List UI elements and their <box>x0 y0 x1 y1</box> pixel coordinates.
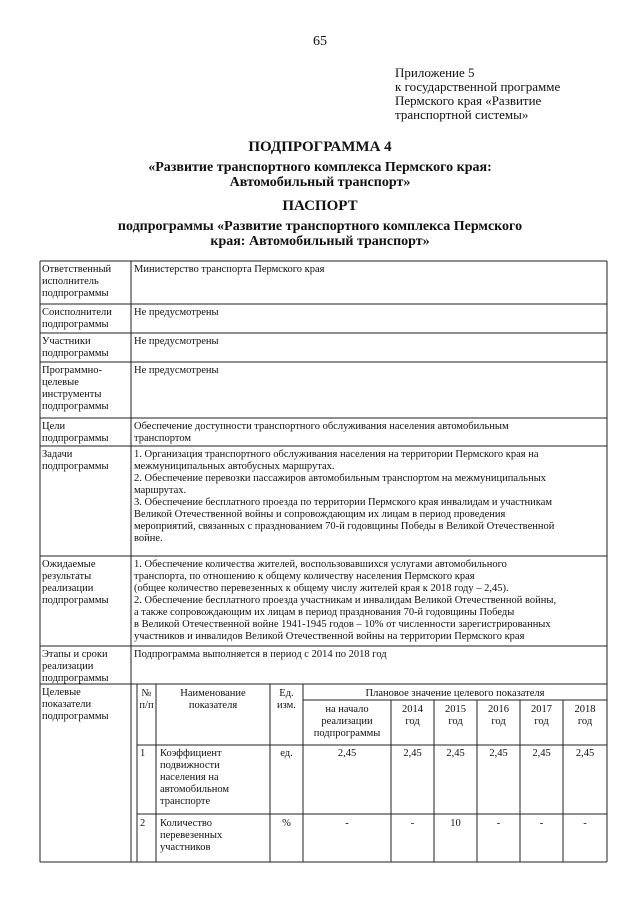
label-line: результаты <box>42 571 92 582</box>
value-2016: 2,45 <box>489 748 508 759</box>
label-line: подпрограммы <box>42 401 109 412</box>
header-line: 2014 <box>402 704 423 715</box>
value-line: транспорта, по отношению к общему количеству населения Пермского края <box>134 571 475 582</box>
header-plan: Плановое значение целевого показателя <box>365 688 545 699</box>
label-stages <box>42 649 130 685</box>
value-line: Великой Отечественной войны и сопровождающим их лицам в период проведения <box>134 509 506 520</box>
label-line: показатели <box>42 699 92 710</box>
label-line: инструменты <box>42 389 102 400</box>
name-line: Количество <box>160 818 213 829</box>
indicator-name <box>160 818 268 854</box>
label-line: Этапы и сроки <box>42 649 108 660</box>
label-responsible <box>42 264 130 300</box>
value-2015: 10 <box>450 818 461 829</box>
title-line: «Развитие транспортного комплекса Пермского края: <box>148 160 492 175</box>
value-2017: - <box>539 818 544 829</box>
header-year-2017 <box>520 704 563 728</box>
value-line: 2. Обеспечение бесплатного проезда участникам и инвалидам Великой Отечественной войны, <box>134 595 557 606</box>
value-line: участников и инвалидов Великой Отечественной войны на территории Пермского края <box>134 631 525 642</box>
appendix-line: транспортной системы» <box>395 107 529 122</box>
header-line: показателя <box>188 700 238 711</box>
value-line: Обеспечение доступности транспортного обслуживания населения автомобильным <box>134 421 509 432</box>
value-2014: 2,45 <box>403 748 422 759</box>
indicator-unit: % <box>282 818 291 829</box>
label-line: подпрограммы <box>42 595 109 606</box>
name-line: перевезенных <box>160 830 223 841</box>
label-line: подпрограммы <box>42 673 109 684</box>
header-line: год <box>405 716 420 727</box>
value-2014: - <box>410 818 415 829</box>
value-line: маршрутах. <box>134 485 187 496</box>
label-line: реализации <box>42 661 94 672</box>
value-line: 3. Обеспечение бесплатного проезда по территории Пермского края инвалидам и участникам <box>134 497 553 508</box>
value-goals <box>134 421 604 445</box>
label-line: Задачи <box>42 449 73 460</box>
value-line: Подпрограмма выполняется в период с 2014 по 2018 год <box>134 649 387 660</box>
name-line: участников <box>160 842 211 853</box>
value-responsible <box>134 264 604 276</box>
value-line: транспортом <box>134 433 192 444</box>
header-line: 2018 <box>574 704 596 715</box>
value-line: Не предусмотрены <box>134 365 219 376</box>
value-2017: 2,45 <box>532 748 551 759</box>
name-line: Коэффициент <box>160 748 222 759</box>
value-line: 1. Обеспечение количества жителей, воспользовавшихся услугами автомобильного <box>134 559 507 570</box>
header-line: 2017 <box>531 704 552 715</box>
label-line: Цели <box>42 421 66 432</box>
value-line: межмуниципальных автобусных маршрутах. <box>134 461 335 472</box>
header-name <box>156 688 270 712</box>
label-tasks <box>42 449 130 473</box>
value-participants <box>134 336 604 348</box>
label-co-executors <box>42 307 130 331</box>
header-line: на начало <box>325 704 369 715</box>
subprogram-heading: ПОДПРОГРАММА 4 <box>248 139 392 155</box>
value-stages <box>134 649 604 661</box>
label-line: подпрограммы <box>42 461 109 472</box>
passport-heading: ПАСПОРТ <box>282 198 358 214</box>
title-line: подпрограммы «Развитие транспортного комплекса Пермского <box>117 219 523 234</box>
label-line: Участники <box>42 336 91 347</box>
label-line: подпрограммы <box>42 433 109 444</box>
indicator-unit: ед. <box>280 748 293 759</box>
name-line: подвижности <box>160 760 220 771</box>
label-line: Целевые <box>42 687 81 698</box>
value-line: Не предусмотрены <box>134 307 219 318</box>
header-line: год <box>448 716 463 727</box>
value-line: войне. <box>134 533 163 544</box>
value-start: - <box>345 818 349 829</box>
title-line: Автомобильный транспорт» <box>229 175 411 190</box>
label-line: подпрограммы <box>42 319 109 330</box>
indicator-name <box>160 748 268 808</box>
label-line: Ожидаемые <box>42 559 96 570</box>
value-line: Не предусмотрены <box>134 336 219 347</box>
header-line: № <box>141 688 152 699</box>
label-line: подпрограммы <box>42 288 109 299</box>
label-targets <box>42 687 130 723</box>
value-line: Министерство транспорта Пермского края <box>134 264 325 275</box>
value-line: 1. Организация транспортного обслуживания населения на территории Пермского края на <box>134 449 539 460</box>
header-line: п/п <box>139 700 154 711</box>
value-line: в Великой Отечественной войне 1941-1945 годов – 10% от численности зарегистрированных <box>134 619 551 630</box>
value-tasks <box>134 449 604 545</box>
value-2018: 2,45 <box>575 748 595 759</box>
header-year-2018 <box>563 704 607 728</box>
header-year-2016 <box>477 704 520 728</box>
value-2018: - <box>583 818 587 829</box>
header-line: Наименование <box>180 688 246 699</box>
header-line: год <box>577 716 593 727</box>
header-no <box>137 688 156 712</box>
header-line: реализации <box>321 716 373 727</box>
name-line: автомобильном <box>160 784 230 795</box>
title-line: края: Автомобильный транспорт» <box>210 234 430 249</box>
row-no: 1 <box>140 748 146 759</box>
name-line: населения на <box>160 772 219 783</box>
label-line: реализации <box>42 583 94 594</box>
value-instruments <box>134 365 604 377</box>
row-no: 2 <box>140 818 146 829</box>
appendix-line: Пермского края «Развитие <box>395 93 542 108</box>
value-line: а также сопровождающим их лицам в период празднования 70-й годовщины Победы <box>134 607 515 618</box>
label-instruments <box>42 365 130 413</box>
name-line: транспорте <box>160 796 211 807</box>
label-line: Программно- <box>42 365 102 376</box>
label-line: подпрограммы <box>42 711 109 722</box>
header-year-2014 <box>391 704 434 728</box>
value-line: 2. Обеспечение перевозки пассажиров автомобильным транспортом на межмуниципальных <box>134 473 547 484</box>
page-number: 65 <box>313 34 327 49</box>
value-line: мероприятий, связанных с празднованием 70-й годовщины Победы в Великой Отечественной <box>134 521 555 532</box>
value-2015: 2,45 <box>446 748 465 759</box>
label-line: Ответственный <box>42 264 112 275</box>
label-expected-results <box>42 559 130 607</box>
label-line: Соисполнители <box>42 307 112 318</box>
header-line: 2016 <box>488 704 509 715</box>
header-start <box>303 704 391 740</box>
value-co-executors <box>134 307 604 319</box>
label-participants <box>42 336 130 360</box>
header-year-2015 <box>434 704 477 728</box>
label-line: подпрограммы <box>42 348 109 359</box>
header-unit <box>270 688 303 712</box>
appendix-line: к государственной программе <box>395 79 561 94</box>
value-line: (общее количество перевезенных к общему числу жителей края к 2018 году – 2,45). <box>134 583 509 594</box>
value-start: 2,45 <box>337 748 357 759</box>
header-line: год <box>534 716 549 727</box>
label-line: целевые <box>42 377 79 388</box>
header-line: подпрограммы <box>313 728 381 739</box>
header-line: Ед. <box>279 688 294 699</box>
label-goals <box>42 421 130 445</box>
label-line: исполнитель <box>42 276 99 287</box>
value-2016: - <box>496 818 501 829</box>
header-line: изм. <box>277 700 296 711</box>
header-line: 2015 <box>445 704 466 715</box>
header-line: год <box>491 716 506 727</box>
value-expected-results <box>134 559 604 643</box>
appendix-line: Приложение 5 <box>395 65 475 80</box>
